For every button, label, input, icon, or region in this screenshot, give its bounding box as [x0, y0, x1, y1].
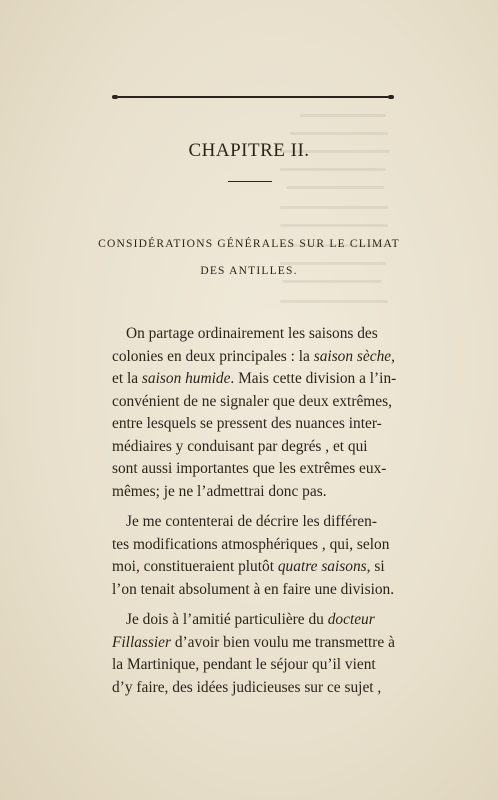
text-line — [112, 511, 395, 534]
text-run: moi, constitueraient plutôt — [112, 558, 278, 575]
text-run: l’on tenait absolument à en faire une division. — [112, 580, 395, 598]
text-line — [112, 323, 395, 346]
italic-text-run: saison humide — [141, 370, 231, 387]
body-text — [112, 323, 395, 707]
ornamental-top-rule — [112, 95, 394, 99]
text-run: mêmes; je ne l’admettrai donc pas. — [112, 482, 327, 500]
text-run: Je me contenterai de décrire les différen- — [126, 513, 377, 530]
text-line — [112, 346, 395, 369]
text-line — [112, 534, 395, 557]
text-run: , si — [366, 558, 385, 575]
text-line — [112, 458, 395, 481]
text-run: Je dois à l’amitié particulière du — [126, 611, 328, 628]
section-heading-line-2: DES ANTILLES. — [200, 265, 298, 277]
chapter-title: CHAPITRE II. — [188, 140, 310, 161]
text-line — [112, 654, 395, 677]
text-run: d’avoir bien voulu me transmettre à — [171, 633, 395, 651]
text-run: On partage ordinairement les saisons des — [126, 325, 378, 342]
text-line — [112, 579, 395, 602]
rule-end-right — [388, 95, 394, 99]
text-run: . Mais cette division a l’in- — [230, 370, 397, 387]
text-line — [112, 391, 395, 414]
short-divider-rule — [228, 181, 272, 182]
text-run: convénient de ne signaler que deux extrêmes, — [112, 392, 392, 410]
text-line — [112, 413, 395, 436]
text-run: médiaires y conduisant par degrés , et qui — [112, 437, 368, 455]
text-line — [112, 436, 395, 459]
paragraph — [112, 511, 395, 601]
rule-line — [118, 96, 388, 98]
section-heading-line-1: CONSIDÉRATIONS GÉNÉRALES SUR LE CLIMAT — [98, 238, 400, 250]
italic-text-run: docteur — [327, 611, 375, 628]
text-run: , — [391, 347, 395, 365]
text-run: sont aussi importantes que les extrêmes eux- — [112, 460, 387, 477]
paragraph — [112, 323, 395, 503]
text-run: d’y faire, des idées judicieuses sur ce sujet , — [112, 678, 382, 696]
italic-text-run: saison sèche — [313, 347, 392, 365]
italic-text-run: Fillassier — [112, 633, 171, 651]
paragraph — [112, 609, 395, 699]
text-run: tes modifications atmosphériques , qui, selon — [112, 535, 390, 553]
text-run: entre lesquels se pressent des nuances inter- — [112, 415, 382, 432]
text-line — [112, 609, 395, 632]
text-line — [112, 368, 395, 391]
text-run: et la — [112, 370, 142, 387]
text-line — [112, 632, 395, 655]
text-line — [112, 556, 395, 579]
text-run: la Martinique, pendant le séjour qu’il vient — [112, 656, 376, 673]
text-line — [112, 481, 395, 504]
text-line — [112, 677, 395, 700]
italic-text-run: quatre saisons — [277, 558, 367, 575]
text-run: colonies en deux principales : la — [112, 347, 314, 365]
